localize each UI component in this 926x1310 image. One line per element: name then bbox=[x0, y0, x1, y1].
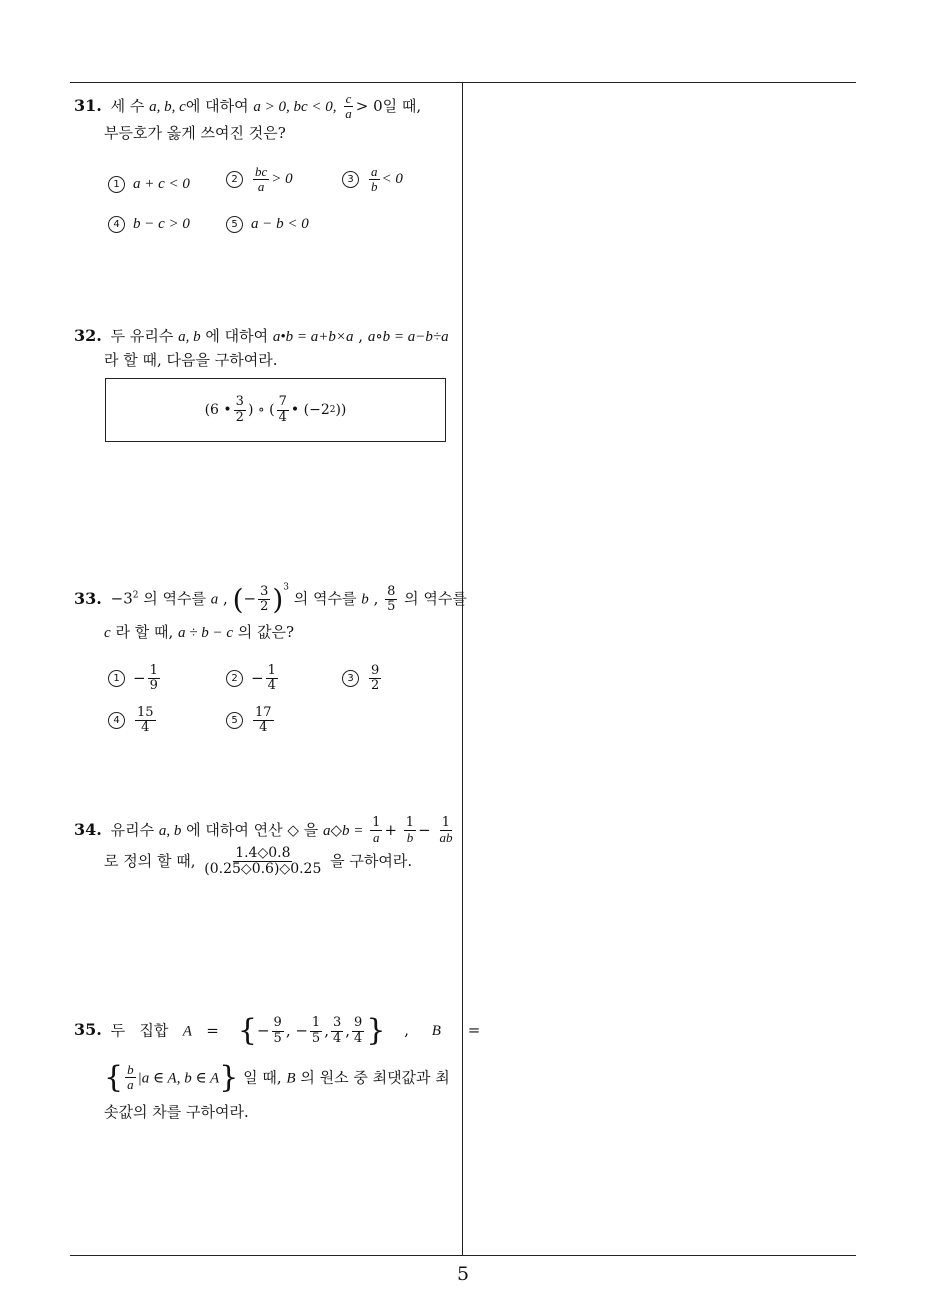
stem-text: 일 때, bbox=[382, 96, 422, 115]
condition: a > 0, bc < 0, bbox=[253, 98, 337, 115]
problem-32: 32. 두 유리수 a, b 에 대하여 a•b = a+b×a , a∘b = a−b÷a 라 할 때, 다음을 구하여라. bbox=[74, 324, 458, 373]
stem-line-2: 라 할 때, 다음을 구하여라. bbox=[104, 351, 278, 370]
choices bbox=[108, 163, 458, 243]
problem-number: 31. bbox=[74, 95, 102, 115]
expression-box: (6 • $\frac{3}{2}$ ) ∘ ( $\frac{7}{4}$ • (−2 2 )) bbox=[105, 378, 446, 442]
problem-31 bbox=[74, 92, 458, 243]
top-rule bbox=[70, 82, 856, 83]
stem-text: 세 수 bbox=[110, 96, 150, 115]
problem-number: 35. bbox=[74, 1020, 102, 1040]
problem-33: 33. $-3^2$ 의 역수를 a , (− $\frac{3}{2}$ )$^3$ 의 역수를 b , $\frac{8}{5}$ 의 역수를 c 라 할 때, a ÷ b − c 의 값은? 1 − $\frac{1}{9}$ 2 − $\frac{1}{4}$ 3 $\frac{9}{2}$ 4 $\frac{15}{4}$ 5 $\frac{17}{4}$ bbox=[74, 578, 458, 754]
stem-text: 에 대하여 bbox=[185, 96, 254, 115]
choices bbox=[108, 664, 458, 754]
problem-34: 34. 유리수 a, b 에 대하여 연산 ◇ 을 a◇b = $\frac{1}{a}$ + $\frac{1}{b}$ − $\frac{1}{ab}$ 로 정의 할 때, $\frac{1.4◇0.8}{(0.25◇0.6)◇0.25}$ 을 구하여라. bbox=[74, 815, 453, 877]
choice-5[interactable]: 5 a − b < 0 bbox=[226, 213, 309, 236]
condition-tail: > 0 bbox=[355, 96, 383, 115]
problem-number: 33. bbox=[74, 588, 102, 608]
choice-4[interactable]: 4 b − c > 0 bbox=[108, 213, 190, 236]
page-number: 5 bbox=[456, 1263, 470, 1285]
problem-number: 32. bbox=[74, 326, 102, 345]
fraction: $\frac{c}{a}$ bbox=[345, 91, 352, 122]
choice-3[interactable]: 3 $\frac{9}{2}$ bbox=[342, 664, 383, 694]
choice-5[interactable]: 5 $\frac{17}{4}$ bbox=[226, 706, 276, 736]
stem-line-2: 부등호가 옳게 쓰여진 것은? bbox=[104, 123, 286, 142]
choice-2[interactable]: 2 − $\frac{1}{4}$ bbox=[226, 664, 280, 694]
bottom-rule bbox=[70, 1255, 856, 1256]
choice-2[interactable]: 2 $\frac{bc}{a}$ > 0 bbox=[226, 165, 293, 195]
operation-1: a•b = a+b×a bbox=[272, 329, 354, 345]
variables: a, b, c bbox=[149, 98, 186, 115]
column-divider bbox=[462, 82, 463, 1256]
choice-3[interactable]: 3 $\frac{a}{b}$ < 0 bbox=[342, 165, 403, 195]
choice-4[interactable]: 4 $\frac{15}{4}$ bbox=[108, 706, 158, 736]
operation-2: a∘b = a−b÷a bbox=[367, 329, 449, 345]
choice-1[interactable]: 1 − $\frac{1}{9}$ bbox=[108, 664, 162, 694]
choice-1[interactable]: 1 a + c < 0 bbox=[108, 173, 190, 196]
problem-35: 35. 두 집합 A = {− $\frac{9}{5}$ , − $\frac{1}{5}$ , $\frac{3}{4}$ , $\frac{9}{4}$ } , B = { $\frac{b}{a}$ |a ∈ A, b ∈ A} 일 때, B 의 원소 중 최댓값과 최 솟값의 차를 구하여라. bbox=[74, 1013, 481, 1121]
problem-number: 34. bbox=[74, 819, 102, 839]
